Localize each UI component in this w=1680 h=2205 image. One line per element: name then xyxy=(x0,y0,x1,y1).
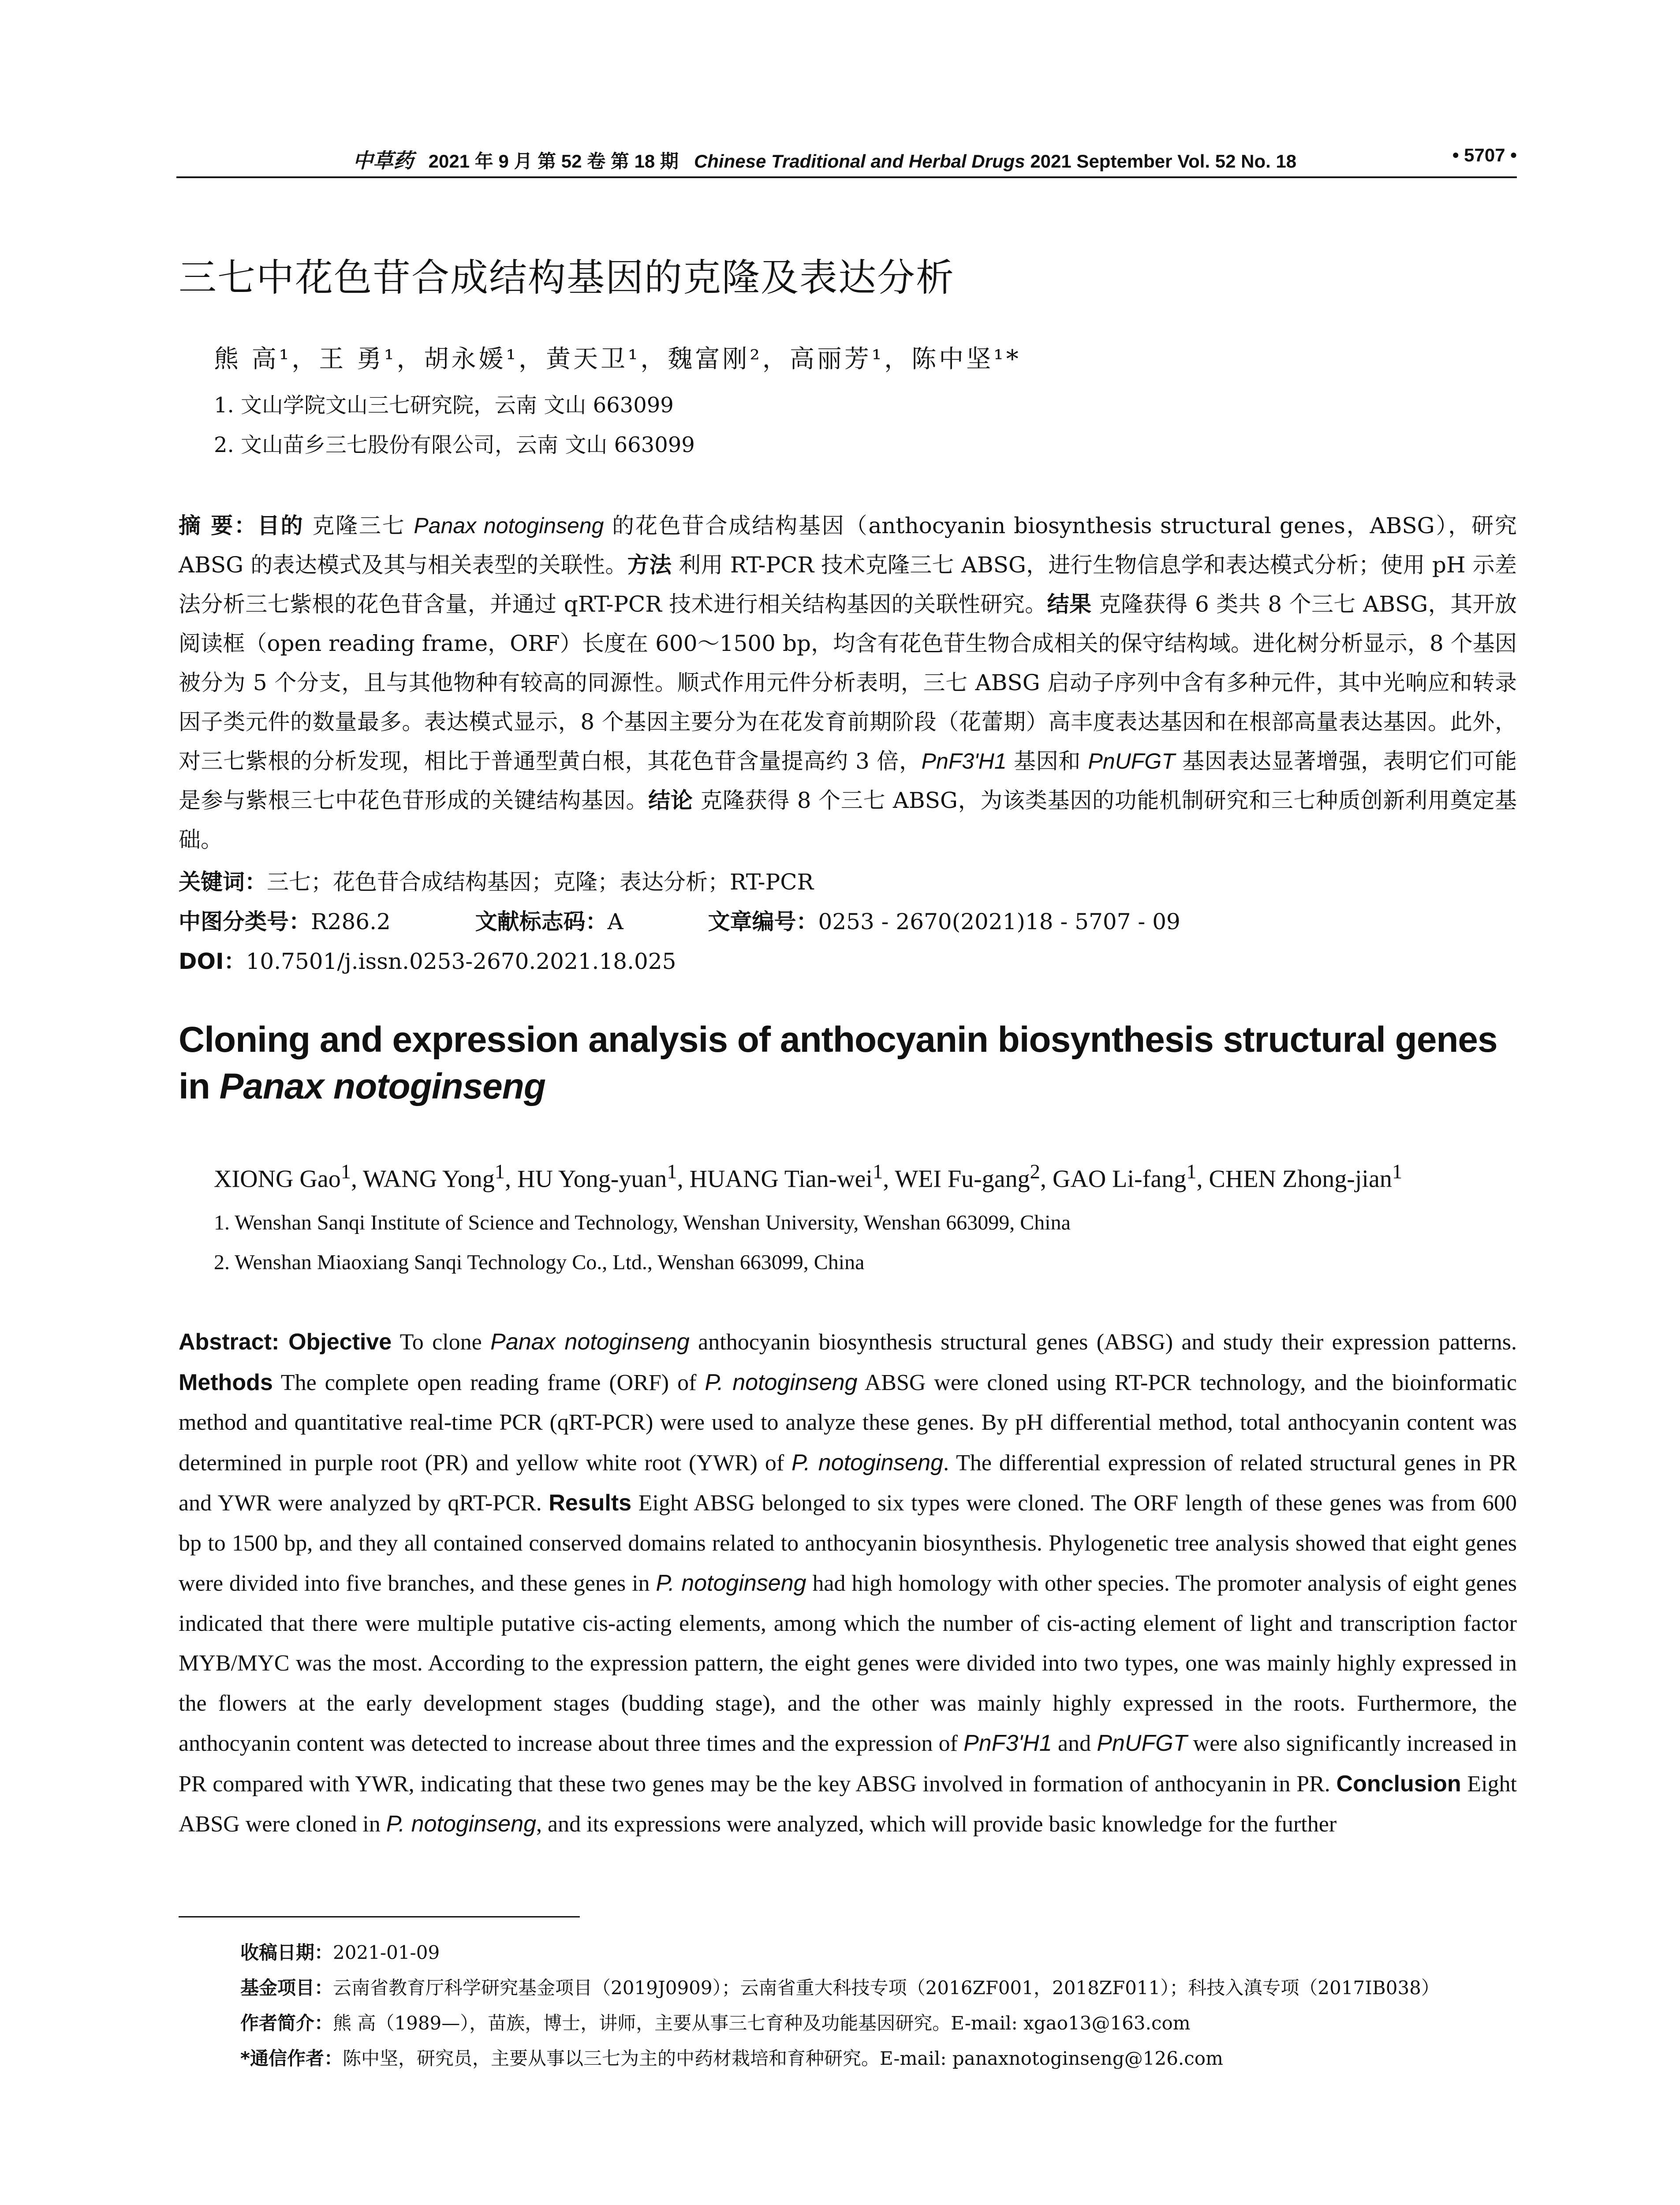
fund-text: 云南省教育厅科学研究基金项目（2019J0909）；云南省重大科技专项（2016ZF001，2018ZF011）；科技入滇专项（2017IB038） xyxy=(333,1977,1440,1999)
received-date: 2021-01-09 xyxy=(333,1942,440,1963)
en-title-species: Panax notoginseng xyxy=(219,1066,545,1106)
en-affiliation-2: 2. Wenshan Miaoxiang Sanqi Technology Co., Ltd., Wenshan 663099, China xyxy=(214,1251,865,1274)
en-conclusion-label: Conclusion xyxy=(1336,1771,1461,1797)
cn-doi xyxy=(179,944,676,975)
en-abstract-label: Abstract: Objective xyxy=(179,1329,392,1355)
en-conclusion-b: , and its expressions were analyzed, which will provide basic knowledge for the further xyxy=(536,1812,1337,1837)
cn-gene-2: PnUFGT xyxy=(1088,749,1175,774)
en-species: Panax notoginseng xyxy=(490,1329,690,1355)
cn-affiliation-2: 2. 文山苗乡三七股份有限公司，云南 文山 663099 xyxy=(214,433,695,457)
cn-results-b: 基因和 xyxy=(1006,748,1088,774)
en-results-b: had high homology with other species. The promoter analysis of eight genes indicated that there were multiple putative cis-acting elements, among which the number of cis-acting element of light and transcription factor MYB/MYC was the most. According to the expression pattern, the eight genes were divided into two types, one was mainly highly expressed in the flowers at the early development stages (budding stage), and the other was mainly highly expressed in the roots. Furthermore, the anthocyanin content was detected to increase about three times and the expression of xyxy=(179,1571,1517,1756)
en-author-sup: 1 xyxy=(340,1160,351,1183)
received-label: 收稿日期： xyxy=(240,1942,333,1963)
en-results-c: were also significantly increased in PR compared with YWR, indicating that these two genes may be the key ABSG involved in formation of anthocyanin in PR. xyxy=(179,1731,1517,1797)
footnote-received xyxy=(240,1938,440,1965)
en-title xyxy=(179,1017,1517,1110)
cn-doi-label: DOI： xyxy=(179,949,246,974)
cn-keywords-text: 三七；花色苷合成结构基因；克隆；表达分析；RT-PCR xyxy=(267,869,814,895)
cn-objective-label: 目的 xyxy=(257,513,304,538)
cn-objective-b: 的花色苷合成结构基因（anthocyanin biosynthesis structural genes，ABSG），研究 ABSG 的表达模式及其与相关表型的关联性。 xyxy=(179,513,1517,578)
en-and: and xyxy=(1052,1731,1097,1756)
en-methods-label: Methods xyxy=(179,1369,273,1395)
cn-methods: 利用 RT-PCR 技术克隆三七 ABSG，进行生物信息学和表达模式分析；使用 pH 示差法分析三七紫根的花色苷含量，并通过 qRT-PCR 技术进行相关结构基因的关联性研究。 xyxy=(179,552,1517,617)
en-species-short: P. notoginseng xyxy=(656,1570,806,1596)
running-header xyxy=(176,141,1517,172)
cn-objective-a: 克隆三七 xyxy=(304,513,414,538)
en-conclusion-a: Eight ABSG were cloned in xyxy=(179,1771,1517,1837)
en-affiliation-1: 1. Wenshan Sanqi Institute of Science and Technology, Wenshan University, Wenshan 663099, China xyxy=(214,1211,1071,1234)
header-rule xyxy=(176,176,1517,178)
footnote-bio xyxy=(240,2009,1191,2035)
cn-results-c: 基因表达显著增强，表明它们可能是参与紫根三七中花色苷形成的关键结构基因。 xyxy=(179,748,1517,813)
en-author: HUANG Tian-wei xyxy=(689,1165,873,1193)
en-species-short: P. notoginseng xyxy=(705,1369,858,1395)
en-results-label: Results xyxy=(549,1490,632,1516)
en-species-short: P. notoginseng xyxy=(791,1450,944,1476)
cn-doi-text: 10.7501/j.issn.0253-2670.2021.18.025 xyxy=(246,949,676,974)
corr-text: 陈中坚，研究员，主要从事以三七为主的中药材栽培和育种研究。E-mail: panaxnotoginseng@126.com xyxy=(342,2048,1223,2069)
journal-en: Chinese Traditional and Herbal Drugs xyxy=(694,151,1025,172)
page-number: • 5707 • xyxy=(1452,145,1517,165)
header-left xyxy=(353,145,1296,174)
footnote-correspondence xyxy=(240,2044,1223,2070)
en-methods-a: The complete open reading frame (ORF) of xyxy=(273,1370,705,1395)
footnote-rule xyxy=(179,1916,580,1917)
footnote-fund xyxy=(240,1973,1440,2000)
cn-title: 三七中花色苷合成结构基因的克隆及表达分析 xyxy=(179,256,955,300)
cn-classification xyxy=(179,904,1180,936)
en-obj-a: To clone xyxy=(392,1330,491,1355)
en-author-sup: 1 xyxy=(494,1160,505,1183)
cn-abstract-label: 摘 要： xyxy=(179,513,258,538)
cn-article-label: 文章编号： xyxy=(708,909,818,934)
en-author-sup: 1 xyxy=(872,1160,883,1183)
en-author-sup: 2 xyxy=(1030,1160,1040,1183)
cn-clc-label: 中图分类号： xyxy=(179,909,311,934)
cn-gene-1: PnF3'H1 xyxy=(921,749,1007,774)
cn-clc: R286.2 xyxy=(311,909,391,934)
bio-text: 熊 高（1989—），苗族，博士，讲师，主要从事三七育种及功能基因研究。E-mail: xgao13@163.com xyxy=(333,2012,1191,2034)
cn-affiliation-1: 1. 文山学院文山三七研究院，云南 文山 663099 xyxy=(214,393,674,418)
en-author: WANG Yong xyxy=(363,1165,495,1193)
cn-conclusion-label: 结论 xyxy=(648,788,693,813)
cn-abstract xyxy=(179,506,1517,860)
cn-keywords xyxy=(179,864,814,896)
cn-doccode: A xyxy=(607,909,623,934)
bio-label: 作者简介： xyxy=(240,2012,333,2034)
cn-results-a: 克隆获得 6 类共 8 个三七 ABSG，其开放阅读框（open reading frame，ORF）长度在 600～1500 bp，均含有花色苷生物合成相关的保守结构域。进化树分析显示，8 个基因被分为 5 个分支，且与其他物种有较高的同源性。顺式作用元件分析表明，三七 ABSG 启动子序列中含有多种元件，其中光响应和转录因子类元件的数量最多。表达模式显示，8 个基因主要分为在花发育前期阶段（花蕾期）高丰度表达基因和在根部高量表达基因。此外，对三七紫根的分析发现，相比于普通型黄白根，其花色苷含量提高约 3 倍， xyxy=(179,591,1517,774)
en-authors: XIONG Gao$^1$, WANG Yong$^1$, HU Yong-yuan$^1$, HUANG Tian-wei$^1$, WEI Fu-gang$^2$, GAO Li-fang$^1$, CHEN Zhong-jian$^1$ xyxy=(214,1160,1403,1193)
en-species-short: P. notoginseng xyxy=(386,1811,537,1837)
en-author: WEI Fu-gang xyxy=(895,1165,1030,1193)
en-author: CHEN Zhong-jian xyxy=(1209,1165,1392,1193)
cn-article-no: 0253 - 2670(2021)18 - 5707 - 09 xyxy=(818,909,1180,934)
en-author: HU Yong-yuan xyxy=(517,1165,667,1193)
cn-keywords-label: 关键词： xyxy=(179,869,267,895)
en-methods-c: . The differential expression of related structural genes in PR and YWR were analyzed by qRT-PCR. xyxy=(179,1450,1517,1516)
cn-doccode-label: 文献标志码： xyxy=(475,909,608,934)
cn-authors: 熊 高¹，王 勇¹，胡永媛¹，黄天卫¹，魏富刚²，高丽芳¹，陈中坚¹* xyxy=(214,345,1021,374)
en-author-sup: 1 xyxy=(1392,1160,1403,1183)
en-obj-b: anthocyanin biosynthesis structural genes (ABSG) and study their expression patterns. xyxy=(689,1330,1517,1355)
cn-conclusion: 克隆获得 8 个三七 ABSG，为该类基因的功能机制研究和三七种质创新利用奠定基础。 xyxy=(179,788,1517,852)
en-author: GAO Li-fang xyxy=(1052,1165,1187,1193)
cn-objective-species: Panax notoginseng xyxy=(414,513,604,538)
en-gene-1: PnF3'H1 xyxy=(963,1730,1052,1756)
cn-results-label: 结果 xyxy=(1047,591,1092,617)
en-gene-2: PnUFGT xyxy=(1097,1730,1187,1756)
cn-methods-label: 方法 xyxy=(627,552,672,578)
issue-en: 2021 September Vol. 52 No. 18 xyxy=(1030,151,1297,172)
fund-label: 基金项目： xyxy=(240,1977,333,1999)
en-author-sup: 1 xyxy=(1186,1160,1197,1183)
journal-logo: 中草药 xyxy=(353,149,414,172)
en-abstract xyxy=(179,1322,1517,1845)
corr-label: *通信作者： xyxy=(240,2048,343,2069)
en-methods-b: ABSG were cloned using RT-PCR technology, and the bioinformatic method and quantitative real-time PCR (qRT-PCR) were used to analyze these genes. By pH differential method, total anthocyanin content was determined in purple root (PR) and yellow white root (YWR) of xyxy=(179,1370,1517,1476)
en-title-main: Cloning and expression analysis of anthocyanin biosynthesis structural genes in xyxy=(179,1020,1497,1106)
en-author-sup: 1 xyxy=(667,1160,677,1183)
en-results-a: Eight ABSG belonged to six types were cloned. The ORF length of these genes was from 600 bp to 1500 bp, and they all contained conserved domains related to anthocyanin biosynthesis. Phylogenetic tree analysis showed that eight genes were divided into five branches, and these genes in xyxy=(179,1491,1517,1596)
en-author: XIONG Gao xyxy=(214,1165,341,1193)
issue-cn: 2021 年 9 月 第 52 卷 第 18 期 xyxy=(428,151,679,172)
